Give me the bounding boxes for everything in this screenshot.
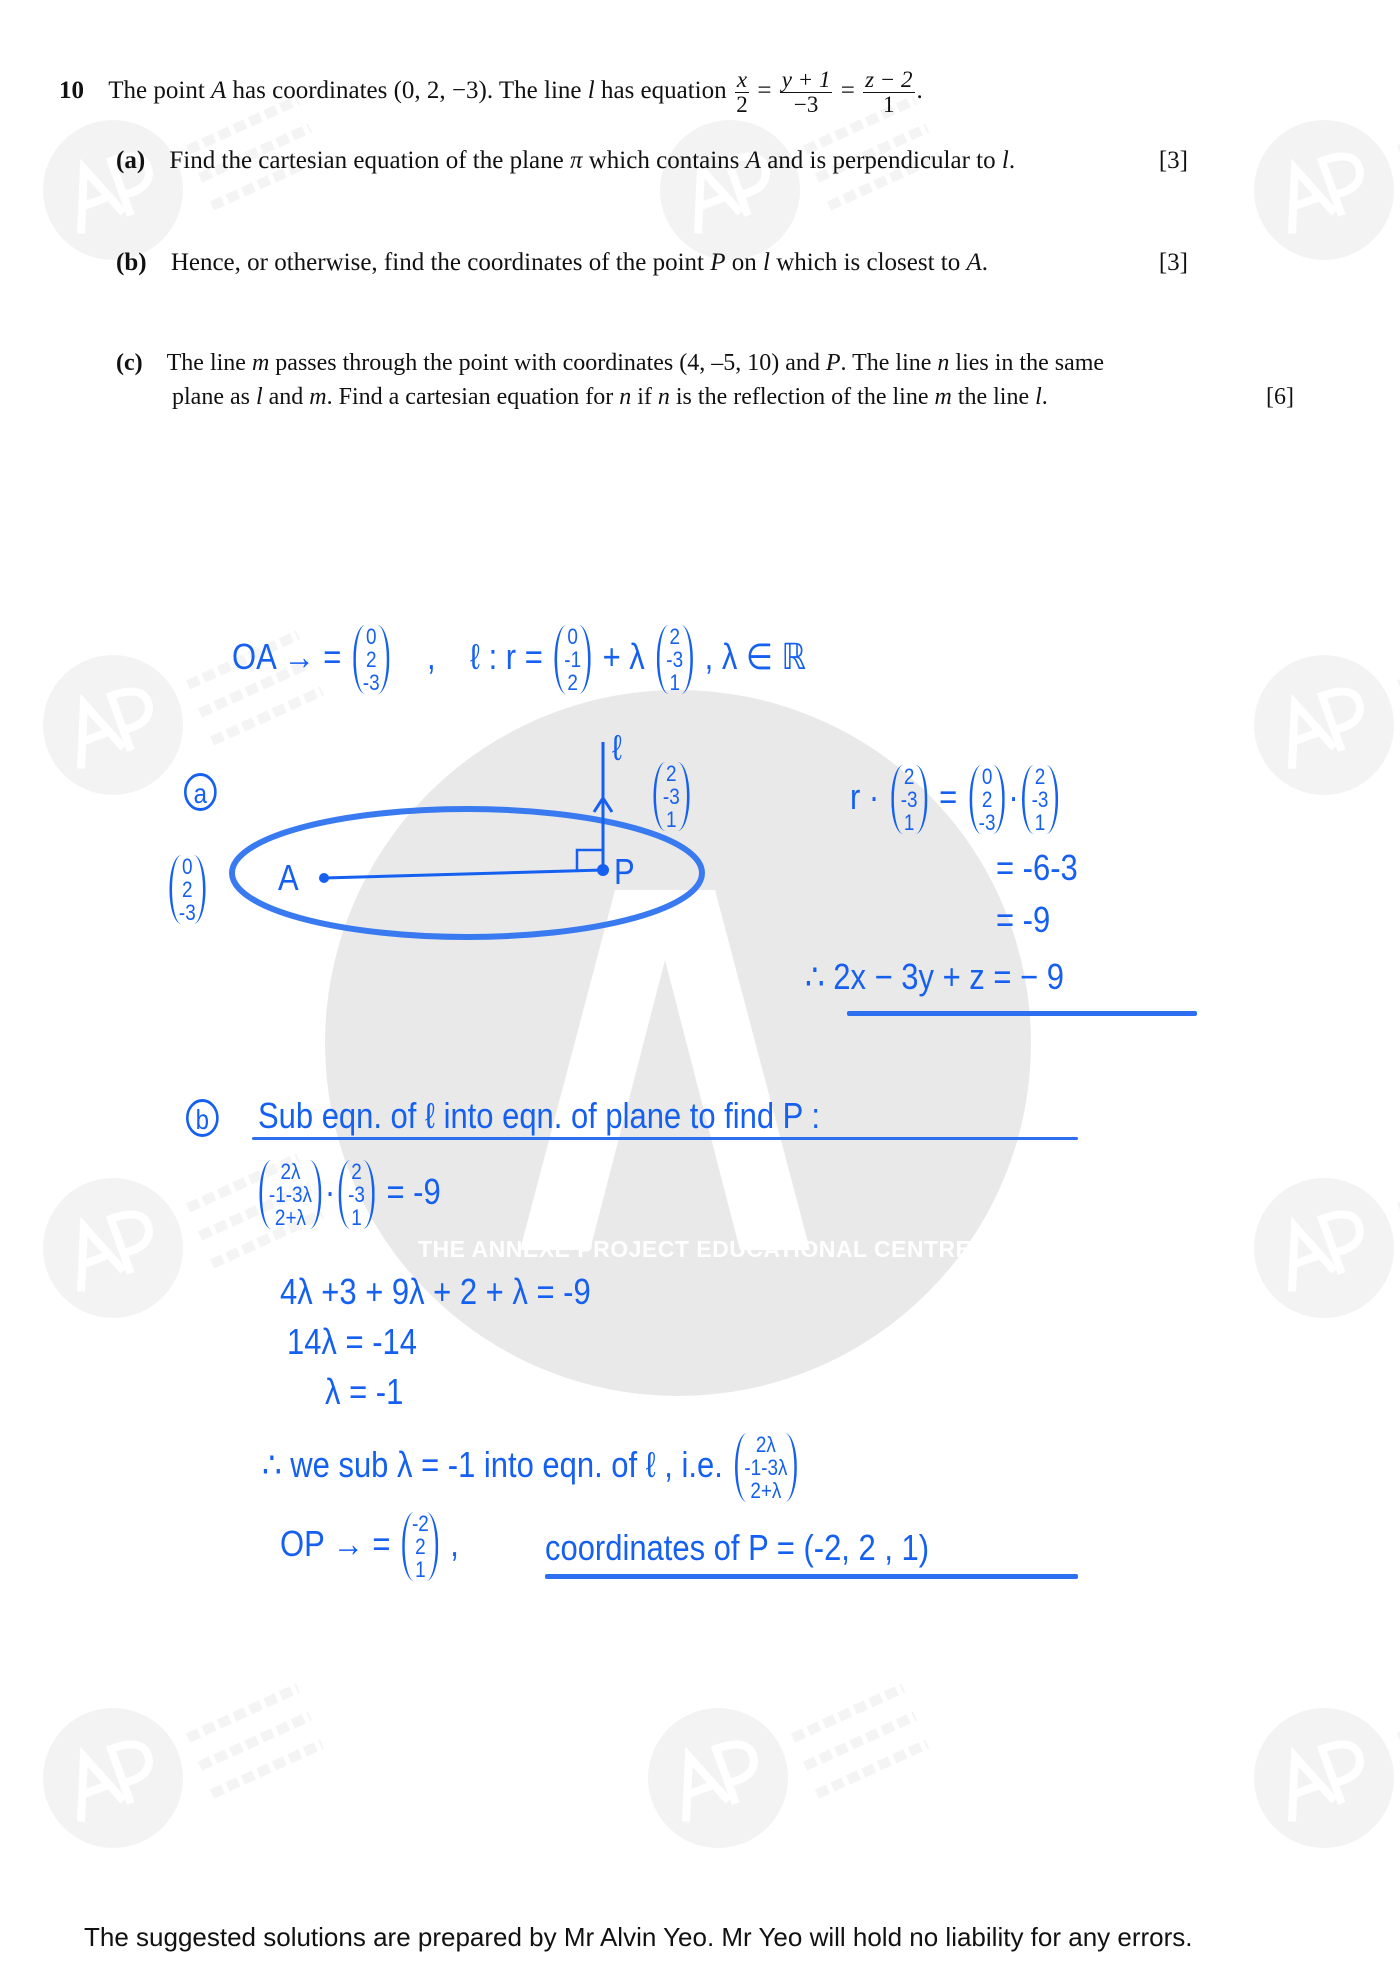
vector-component: 2 [415,1534,426,1559]
numerator: y + 1 [781,67,831,92]
text-segment: m [251,350,270,376]
text-segment: has equation [594,77,733,105]
part-label: (b) [116,249,147,276]
part-b-marker [186,1097,219,1137]
text-segment: n [937,350,950,376]
vector-component: -1-3λ [268,1182,313,1207]
A-label: A [278,857,299,898]
general-point-vector [735,1433,797,1502]
direction-vector [650,762,693,831]
text-segment: passes through the point with coordinates (4, –5, 10) and [269,350,826,376]
text-segment: π [569,147,583,174]
vector-component: 2 [669,624,680,649]
vector-component: -3 [978,810,996,835]
op-label: OP → [280,1523,364,1565]
text-segment: A [745,147,761,174]
vector-component: -3 [662,784,680,809]
vector-component: 1 [666,807,677,832]
comma: , [426,636,436,678]
r-dot: r · [850,776,880,818]
footer-disclaimer: The suggested solutions are prepared by Mr Alvin Yeo. Mr Yeo will hold no liability for any errors. [84,1922,1193,1952]
part-b-heading: Sub eqn. of ℓ into eqn. of plane to find P : [258,1095,820,1136]
step-1: = -6-3 [996,847,1078,888]
marks: [3] [1158,249,1188,276]
text-segment: n [619,384,632,410]
vector-component: 2 [351,1159,362,1184]
watermark-centre-text: THE ANNEXE PROJECT EDUCATIONAL CENTRE [418,1236,972,1262]
l-label: ℓ [612,727,623,768]
rhs: = -9 [386,1171,441,1213]
normal-vector [1022,765,1058,834]
text-segment: is the reflection of the line [669,384,935,410]
A-vector [166,855,209,924]
circled-label: a [184,773,217,811]
dot-product-line [256,1160,441,1229]
segment-AP [324,870,603,878]
plane-answer: ∴ 2x − 3y + z = − 9 [805,956,1064,997]
text-segment: m [309,384,327,410]
text-segment: has coordinates (0, 2, −3). The line [226,77,588,105]
marks: [3] [1158,147,1188,174]
text-segment: Hence, or otherwise, find the coordinates of the point [170,249,711,276]
P-label: P [614,851,635,892]
P-answer: coordinates of P = (-2, 2 , 1) [545,1527,930,1568]
text-segment: P [710,249,726,276]
simplify-line: 14λ = -14 [287,1321,417,1362]
normal-vector [339,1160,375,1229]
vector-component: 2 [567,670,578,695]
op-vector [402,1512,438,1581]
text-segment: which is closest to [769,249,967,276]
text-segment: n [657,384,670,410]
text-segment: . [981,249,989,276]
text-segment: . [1041,384,1048,410]
normal-vector [891,765,927,834]
vector-component: 2λ [755,1432,776,1457]
answer-underline [545,1574,1078,1579]
vector-component: -2 [411,1511,429,1536]
vector-component: 2λ [280,1159,301,1184]
text-segment: and is perpendicular to [760,147,1002,174]
equals: = [751,77,778,105]
vector-component: 2+λ [750,1478,782,1503]
vector-component: 1 [903,810,915,835]
text-segment: l [1035,384,1042,410]
vector-component: 0 [365,624,377,649]
equals: = [323,636,342,678]
marks: [6] [1266,384,1294,410]
numerator: x [736,67,748,92]
text-segment: P [825,350,841,376]
step-2: = -9 [996,899,1051,940]
denominator: 1 [883,92,895,117]
vector-component: -1-3λ [744,1455,788,1480]
vector-component: -3 [362,670,380,695]
text-segment: m [934,384,952,410]
vector-component: -3 [348,1182,365,1207]
text-segment: A [966,249,982,276]
denominator: 2 [736,92,748,117]
vector-component: 0 [567,624,578,649]
general-point-vector [259,1160,321,1229]
vector-component: 2 [1034,764,1046,789]
vector [169,855,205,924]
vector-component: -3 [666,647,684,672]
vector-component: 2 [182,877,193,902]
text-segment: l [255,384,263,410]
lambda-value: λ = -1 [325,1371,404,1412]
plane-equation-line [850,765,1061,834]
plus-lambda: + λ [602,636,645,678]
text-segment: on [725,249,764,276]
text-segment: Find the cartesian equation of the plane [169,147,570,174]
expand-line: 4λ +3 + 9λ + 2 + λ = -9 [280,1271,591,1312]
text-segment: lies in the same [949,350,1105,376]
equals: = [939,776,958,818]
equals: = [834,77,862,105]
vector-component: -3 [900,787,918,812]
text-segment: The point [108,77,212,105]
text-segment: which contains [582,147,746,174]
part-label: (c) [116,350,143,376]
vector-component: 1 [351,1205,362,1230]
text-segment: l [763,249,770,276]
vector-component: 2 [903,764,915,789]
part-label: (a) [116,147,146,174]
vector-component: 2 [666,761,677,786]
substitute-line [262,1433,800,1502]
text-segment: The line [166,350,252,376]
denominator: −3 [793,92,819,117]
point-A [319,873,329,883]
period: . [916,77,923,105]
heading-underline [252,1137,1078,1140]
line-label: ℓ : r = [469,636,543,678]
dot: · [1008,776,1019,818]
vector-component: 1 [1034,810,1046,835]
comma: , [450,1523,459,1565]
oa-label: OA → [232,636,315,678]
vector-component: 2 [981,787,993,812]
text-segment: the line [951,384,1036,410]
a-vector [969,765,1005,834]
text-segment: l [587,77,595,105]
vector-component: -3 [1031,787,1049,812]
vector-component: -1 [564,647,582,672]
numerator: z − 2 [865,67,913,92]
vector-component: 0 [981,764,993,789]
substitute-text: ∴ we sub λ = -1 into eqn. of ℓ , i.e. [262,1444,723,1486]
equals: = [372,1523,391,1565]
text-segment: A [211,77,227,105]
text-segment: plane as [172,384,256,410]
question-number: 10 [59,77,84,105]
text-segment: . [1008,147,1016,174]
answer-underline [847,1011,1197,1016]
vector-component: 1 [669,670,680,695]
text-segment: and [262,384,310,410]
vector-component: 0 [182,854,193,879]
lambda-real: , λ ∈ ℝ [704,636,807,678]
vector-component: -3 [178,900,196,925]
vector-component: 2 [365,647,377,672]
vector [653,762,689,831]
text-segment: . Find a cartesian equation for [326,384,620,410]
op-line [280,1512,459,1581]
vector-component: 1 [415,1557,426,1582]
dot: · [324,1171,336,1213]
text-segment: l [1001,147,1009,174]
circled-label: b [186,1099,219,1137]
text-segment: if [631,384,658,410]
vector-component: 2+λ [274,1205,306,1230]
text-segment: . The line [840,350,938,376]
